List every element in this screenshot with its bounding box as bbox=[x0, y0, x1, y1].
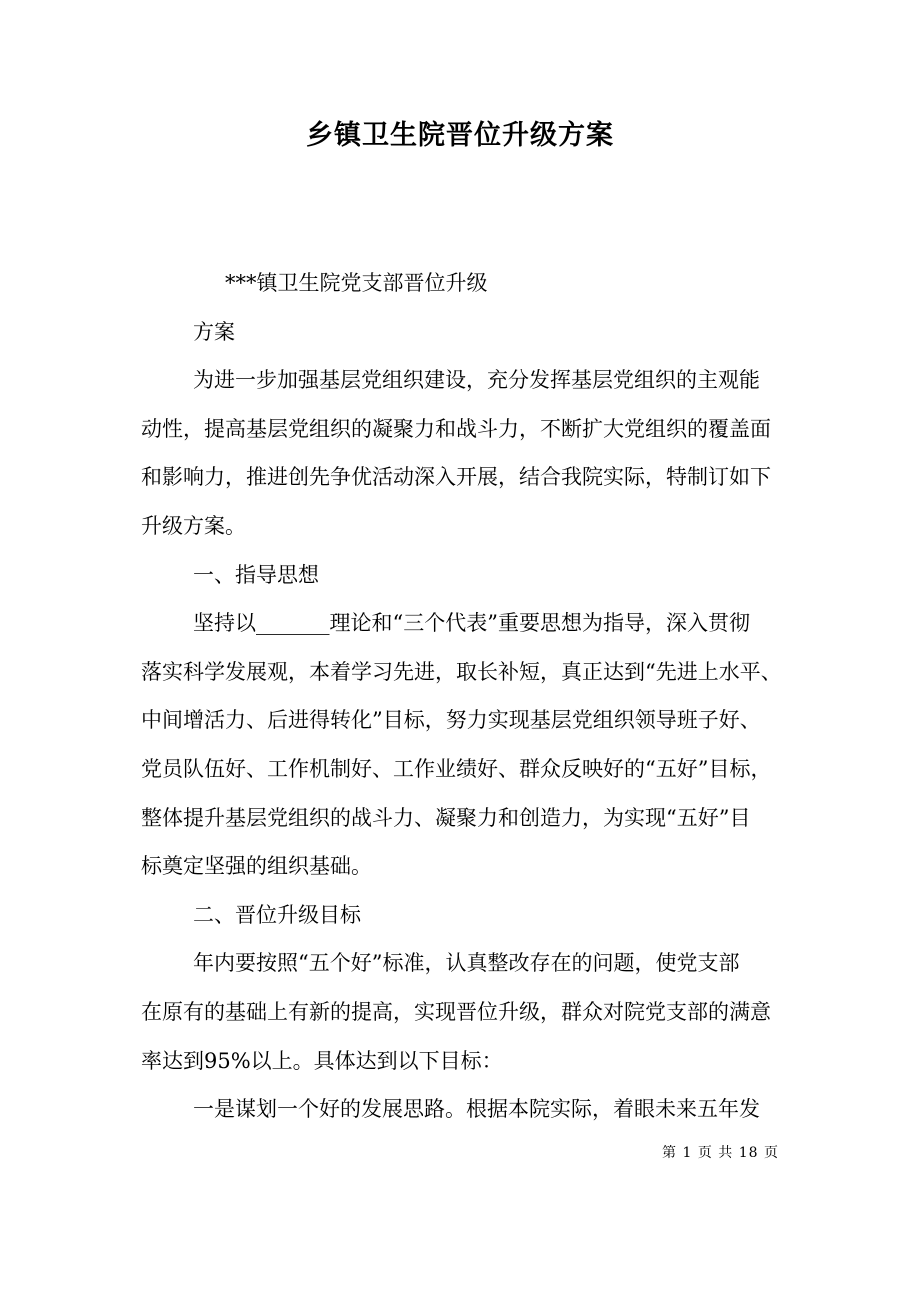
body-line: 坚持以_______理论和“三个代表”重要思想为指导，深入贯彻 bbox=[193, 611, 750, 636]
body-line: 整体提升基层党组织的战斗力、凝聚力和创造力，为实现“五好”目 bbox=[141, 805, 751, 830]
body-line: 升级方案。 bbox=[141, 513, 246, 538]
document-title: 乡镇卫生院晋位升级方案 bbox=[306, 120, 614, 151]
body-line: 率达到95%以上。具体达到以下目标： bbox=[141, 1048, 503, 1073]
body-line: 方案 bbox=[193, 319, 235, 344]
body-line: 和影响力，推进创先争优活动深入开展，结合我院实际，特制订如下 bbox=[141, 465, 771, 490]
body-line: ***镇卫生院党支部晋位升级 bbox=[225, 271, 488, 295]
body-line: 动性，提高基层党组织的凝聚力和战斗力，不断扩大党组织的覆盖面 bbox=[141, 416, 771, 441]
body-line: 标奠定坚强的组织基础。 bbox=[141, 854, 372, 879]
body-line: 年内要按照“五个好”标准，认真整改存在的问题，使党支部 bbox=[193, 951, 740, 976]
body-line: 一是谋划一个好的发展思路。根据本院实际，着眼未来五年发 bbox=[193, 1097, 760, 1122]
document-body bbox=[141, 259, 783, 1134]
section-heading: 一、指导思想 bbox=[193, 562, 319, 587]
body-line: 为进一步加强基层党组织建设，充分发挥基层党组织的主观能 bbox=[193, 368, 760, 393]
body-line: 在原有的基础上有新的提高，实现晋位升级，群众对院党支部的满意 bbox=[141, 999, 771, 1024]
page-number-footer: 第 1 页 共 18 页 bbox=[662, 1145, 779, 1161]
body-line: 中间增活力、后进得转化”目标，努力实现基层党组织领导班子好、 bbox=[141, 708, 761, 733]
section-heading: 二、晋位升级目标 bbox=[193, 902, 361, 927]
body-line: 党员队伍好、工作机制好、工作业绩好、群众反映好的“五好”目标， bbox=[141, 756, 772, 781]
body-line: 落实科学发展观，本着学习先进，取长补短，真正达到“先进上水平、 bbox=[141, 659, 782, 684]
